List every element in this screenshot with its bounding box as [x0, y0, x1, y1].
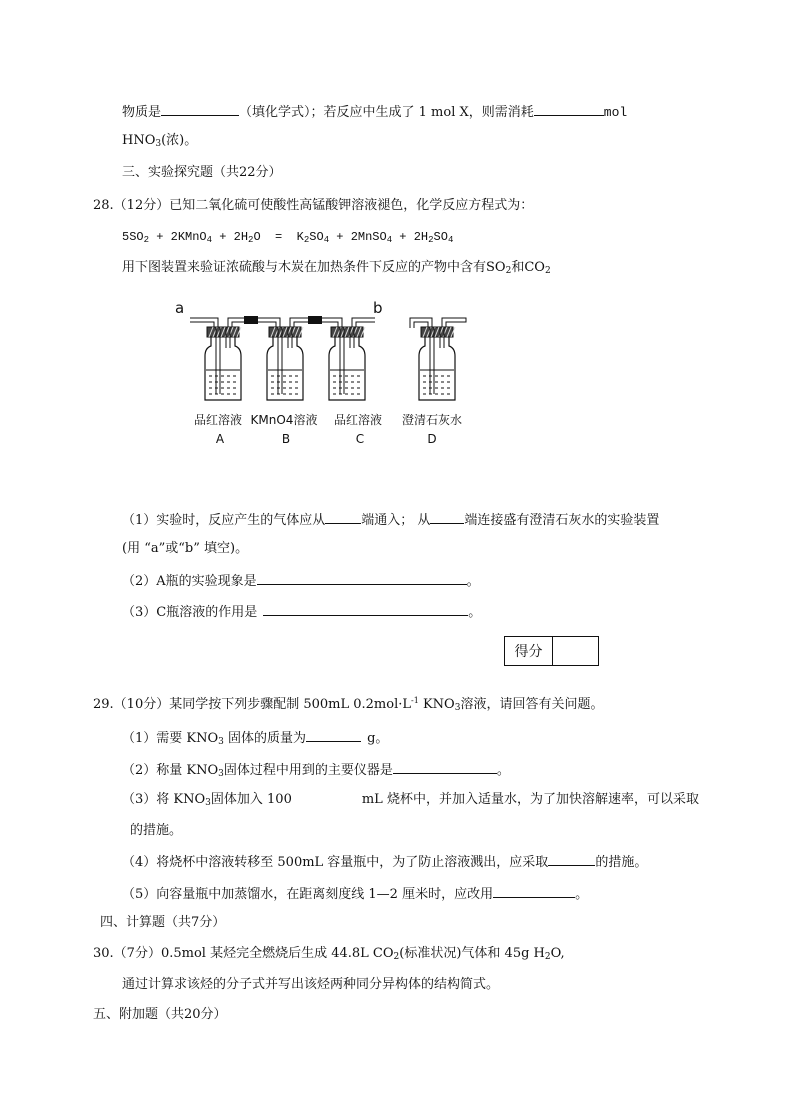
formula-kno3: $KNO_3$ — [169, 792, 211, 808]
section-4-heading: 四、计算题（共7分） — [100, 915, 226, 930]
text-fragment: （5）向容量瓶中加蒸馏水，在距离刻度线 1—2 厘米时，应改用 — [122, 887, 494, 902]
formula-hno3: $HNO_3$ — [122, 133, 162, 149]
formula-co2: $CO_2$ — [524, 260, 551, 276]
formula-co2: $CO_2$ — [368, 946, 400, 962]
text-fragment: 的措施。 — [595, 855, 648, 870]
question-30-instruction: 通过计算求该烃的分子式并写出该烃两种同分异构体的结构简式。 — [122, 977, 500, 992]
question-29-part-3 — [122, 791, 699, 809]
question-28-part-3 — [122, 602, 481, 622]
question-29-part-4 — [122, 852, 647, 872]
question-28-intro — [122, 259, 551, 277]
question-29-part-1 — [122, 728, 388, 748]
question-28-heading: 28.（12分）已知二氧化硫可使酸性高锰酸钾溶液褪色，化学反应方程式为： — [93, 198, 534, 213]
section-5-heading: 五、附加题（共20分） — [93, 1007, 227, 1022]
bottle-letter-label: B — [281, 432, 291, 446]
text-fragment: （1）需要 — [122, 731, 183, 746]
text-fragment: g。 — [367, 731, 389, 746]
question-30 — [93, 945, 565, 963]
bottle-solution-label: KMnO4溶液 — [250, 413, 318, 427]
text-fragment: （3）将 — [122, 792, 170, 807]
rubber-connector — [244, 316, 258, 324]
text-fragment: （1）实验时，反应产生的气体应从 — [122, 513, 326, 528]
answer-blank[interactable] — [493, 884, 575, 898]
end-a-label: a — [175, 299, 185, 317]
text-fragment: mL 烧杯中，并加入适量水，为了加快溶解速率，可以采取 — [361, 792, 699, 807]
question-28-part-2 — [122, 571, 480, 591]
reaction-equation: $5SO_2$ + 2KMnO$_4$ + $2H_2O = K_2SO_4$ + 2MnSO$_4$ + $2H_2SO_4$ — [122, 230, 454, 245]
text-fragment: (标准状况)气体和 45g — [399, 946, 530, 961]
score-box — [504, 636, 599, 666]
section-3-heading: 三、实验探究题（共22分） — [122, 165, 282, 180]
question-28-part-1-hint: (用 “a”或“b” 填空)。 — [122, 541, 249, 556]
bottle-solution-label: 品红溶液 — [333, 413, 383, 427]
text-fragment: 固体的质量为 — [228, 731, 307, 746]
answer-blank[interactable] — [306, 728, 361, 742]
text-fragment: （3）C瓶溶液的作用是 — [122, 605, 258, 620]
text-fragment: 。 — [468, 605, 482, 620]
text-fragment: （4）将烧杯中溶液转移至 500mL 容量瓶中，为了防止溶液溅出，应采取 — [122, 855, 549, 870]
answer-blank[interactable] — [263, 602, 468, 616]
text-fragment: 。 — [496, 763, 510, 778]
text-fragment: 固体加入 100 — [210, 792, 292, 807]
formula-h2o: $H_2O$, — [529, 946, 565, 962]
bottle-a — [205, 327, 241, 400]
question-27-tail-2 — [122, 132, 197, 150]
text-fragment: 用下图装置来验证浓硫酸与木炭在加热条件下反应的产物中含有 — [122, 260, 487, 275]
text-fragment: 和 — [511, 260, 525, 275]
bottle-solution-label: 澄清石灰水 — [401, 413, 463, 427]
question-28-part-1 — [122, 510, 659, 530]
text-fragment: （2）称量 — [122, 763, 183, 778]
answer-blank[interactable] — [257, 571, 467, 585]
question-29-part-2 — [122, 760, 510, 780]
gas-washing-apparatus-diagram — [170, 296, 490, 451]
text-fragment: 物质是 — [122, 105, 162, 120]
score-cell[interactable] — [553, 637, 598, 665]
text-fragment: 端通入； 从 — [361, 513, 431, 528]
formula-kno3: $KNO_3$ — [418, 697, 461, 713]
answer-blank[interactable] — [393, 760, 497, 774]
text-fragment: 。 — [466, 574, 480, 589]
bottle-solution-label: 品红溶液 — [193, 413, 243, 427]
text-fragment: 固体过程中用到的主要仪器是 — [223, 763, 393, 778]
score-label: 得分 — [505, 637, 553, 665]
answer-blank[interactable] — [325, 510, 361, 524]
bottle-letter-label: A — [215, 432, 225, 446]
question-27-tail — [122, 102, 627, 122]
text-fragment: （2）A瓶的实验现象是 — [122, 574, 257, 589]
answer-blank[interactable] — [430, 510, 464, 524]
answer-blank[interactable] — [534, 102, 604, 116]
text-fragment: (浓)。 — [161, 133, 198, 148]
rubber-connector — [308, 316, 322, 324]
bottle-c — [329, 327, 365, 400]
text-fragment: （填化学式）；若反应中生成了 1 mol X，则需消耗 — [239, 105, 534, 120]
text-fragment: 。 — [575, 887, 589, 902]
unit-mol: mol — [603, 105, 628, 120]
end-b-label: b — [373, 299, 383, 317]
answer-blank[interactable] — [161, 102, 239, 116]
answer-blank[interactable] — [548, 852, 595, 866]
text-fragment: 溶液，请回答有关问题。 — [460, 697, 604, 712]
formula-kno3: $KNO_3$ — [182, 763, 224, 779]
exponent: -1 — [411, 696, 419, 705]
question-29-heading — [93, 696, 603, 714]
formula-kno3: $KNO_3$ — [182, 731, 224, 747]
text-fragment: 30.（7分）0.5mol 某烃完全燃烧后生成 44.8L — [93, 946, 369, 961]
bottle-letter-label: D — [427, 432, 437, 446]
text-fragment: 端连接盛有澄清石灰水的实验装置 — [464, 513, 660, 528]
bottle-d — [419, 327, 455, 400]
question-29-part-3-tail: 的措施。 — [130, 823, 183, 838]
text-fragment: 29.（10分）某同学按下列步骤配制 500mL 0.2mol·L — [93, 697, 412, 712]
question-29-part-5 — [122, 884, 588, 904]
formula-so2: $SO_2$ — [486, 260, 512, 276]
bottle-b — [267, 327, 303, 400]
bottle-letter-label: C — [355, 432, 365, 446]
